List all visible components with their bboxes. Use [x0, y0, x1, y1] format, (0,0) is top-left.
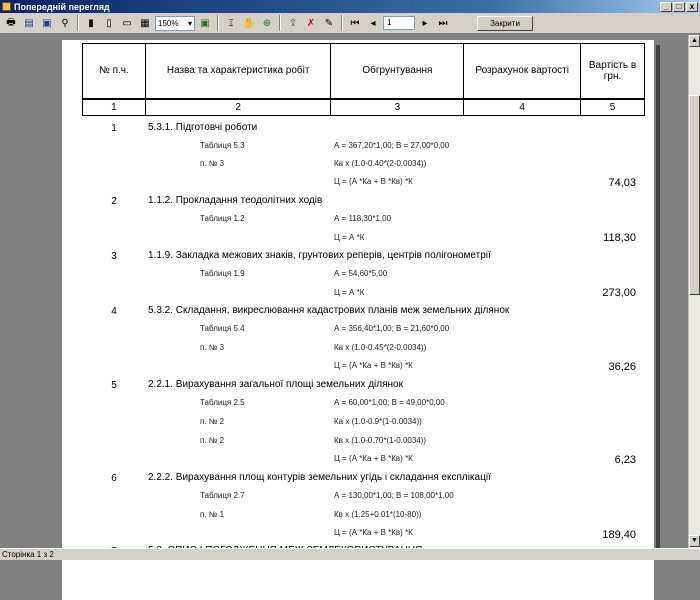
- work-title: 5.3.2. Складання, викреслювання кадастрових планів меж земельних ділянок: [148, 305, 510, 316]
- work-calc: А = 54,60*5,00: [334, 269, 388, 278]
- work-ref: Таблиця 1.9: [200, 269, 245, 278]
- col-header-cost: Вартість в грн.: [581, 44, 645, 99]
- two-pages-icon[interactable]: ▯: [106, 17, 112, 29]
- work-cost: 6,23: [614, 454, 636, 466]
- work-calc: Ка х (1.0-0.40*(2-0.0034)): [334, 159, 427, 168]
- work-calc: Ка х (1.0-0.9*(1-0.0034)): [334, 417, 422, 426]
- work-number: 4: [111, 306, 117, 317]
- page-number-input[interactable]: 1: [383, 16, 415, 30]
- col-number: 1: [83, 99, 146, 116]
- col-header-basis: Обгрунтування: [331, 44, 464, 99]
- page-width-icon[interactable]: ▭: [122, 17, 132, 29]
- work-ref: Таблиця 2.7: [200, 491, 245, 500]
- export-icon[interactable]: ⇪: [288, 17, 298, 29]
- work-cost: 189,40: [602, 529, 636, 541]
- work-calc: Ц = (А *Ка + В *Кв) *К: [334, 361, 413, 370]
- work-number: 5: [111, 380, 117, 391]
- text-tool-icon[interactable]: 𝙸: [227, 17, 235, 29]
- work-calc: Ц = (А *Ка + В *Кв) *К: [334, 454, 413, 463]
- next-page-icon[interactable]: ▸: [422, 17, 428, 29]
- work-cost: 74,03: [608, 177, 636, 189]
- document-page: [62, 40, 654, 600]
- work-calc: Кв х (1.25+0.01*(10-80)): [334, 510, 422, 519]
- work-calc: Ц = А *К: [334, 288, 365, 297]
- window-controls: [660, 2, 698, 12]
- work-number: 1: [111, 123, 117, 134]
- toolbar: [0, 13, 700, 34]
- col-number: 3: [331, 99, 464, 116]
- work-ref: п. № 1: [200, 510, 225, 519]
- prev-page-icon[interactable]: ◂: [370, 17, 376, 29]
- zoom-icon[interactable]: ⊕: [262, 17, 272, 29]
- work-title: 5.3.1. Підготовчі роботи: [148, 122, 258, 133]
- status-bar: Сторінка 1 з 2: [0, 548, 700, 560]
- col-header-calculation: Розрахунок вартості: [464, 44, 581, 99]
- col-header-title: Назва та характеристика робіт: [145, 44, 331, 99]
- scroll-thumb[interactable]: [689, 95, 700, 295]
- work-calc: А = 356,40*1,00; В = 21,60*0,00: [334, 324, 450, 333]
- scroll-down-icon[interactable]: ▼: [689, 535, 700, 547]
- col-number: 5: [581, 99, 645, 116]
- minimize-button[interactable]: _: [660, 2, 672, 12]
- work-ref: Таблиця 5.3: [200, 141, 245, 150]
- work-title: 1.1.2. Прокладання теодолітних ходів: [148, 195, 323, 206]
- find-icon[interactable]: ⚲: [61, 17, 69, 29]
- work-cost: 36,26: [608, 361, 636, 373]
- work-cost: 118,30: [603, 232, 636, 244]
- maximize-button[interactable]: □: [673, 2, 685, 12]
- print-icon[interactable]: 🖶: [6, 16, 16, 28]
- work-number: 6: [111, 473, 117, 484]
- zoom-value: 150%: [158, 18, 179, 28]
- close-window-button[interactable]: x: [686, 2, 698, 12]
- work-ref: Таблиця 2.5: [200, 398, 245, 407]
- separator: [217, 15, 219, 31]
- chevron-down-icon: ▾: [187, 18, 192, 28]
- work-title: 2.2.2. Вирахування площ контурів земельних угідь і складання експлікації: [148, 472, 491, 483]
- work-calc: Ц = (А *Ка + В *Кв) *К: [334, 177, 413, 186]
- delete-page-icon[interactable]: ✗: [306, 17, 316, 29]
- col-number: 2: [145, 99, 331, 116]
- page-setup-icon[interactable]: ▣: [200, 17, 210, 29]
- zoom-select[interactable]: [155, 16, 195, 31]
- first-page-icon[interactable]: ⏮: [350, 17, 360, 29]
- work-number: 3: [111, 251, 117, 262]
- work-calc: А = 60,00*1,00; В = 49,00*0,00: [334, 398, 445, 407]
- work-ref: Таблиця 5.4: [200, 324, 245, 333]
- save-icon[interactable]: ▣: [42, 17, 52, 29]
- work-calc: А = 118,30*1,00: [334, 214, 392, 223]
- separator: [77, 15, 79, 31]
- work-title: 1.1.9. Закладка межових знаків, грунтових реперів, центрів полігонометрії: [148, 250, 491, 261]
- work-ref: п. № 3: [200, 159, 225, 168]
- title-bar: [0, 0, 700, 13]
- preview-viewport: [0, 35, 688, 548]
- col-number: 4: [464, 99, 581, 116]
- scroll-up-icon[interactable]: ▲: [689, 35, 700, 47]
- work-title: 2.2.1. Вирахування загальної площі земельних ділянок: [148, 379, 403, 390]
- work-ref: Таблиця 1.2: [200, 214, 245, 223]
- last-page-icon[interactable]: ⏭: [438, 17, 448, 29]
- work-calc: А = 367,20*1,00; В = 27,00*0,00: [334, 141, 450, 150]
- open-icon[interactable]: ▤: [24, 17, 34, 29]
- work-calc: А = 130,00*1,00; В = 108,00*1,00: [334, 491, 454, 500]
- separator: [279, 15, 281, 31]
- hand-tool-icon[interactable]: ✋: [242, 17, 256, 29]
- app-icon: [2, 2, 11, 11]
- work-cost: 273,00: [602, 287, 636, 299]
- work-calc: Ка х (1.0-0.45*(2-0.0034)): [334, 343, 427, 352]
- work-ref: п. № 2: [200, 436, 225, 445]
- work-number: 2: [111, 196, 117, 207]
- one-page-icon[interactable]: ▮: [88, 17, 94, 29]
- multi-page-icon[interactable]: ▦: [140, 17, 150, 29]
- vertical-scrollbar[interactable]: [688, 35, 700, 548]
- close-preview-button[interactable]: Закрити: [477, 16, 533, 31]
- edit-page-icon[interactable]: ✎: [324, 17, 334, 29]
- work-calc: Кв х (1.0-0.70*(1-0.0034)): [334, 436, 427, 445]
- window-title: Попередній перегляд: [14, 1, 110, 12]
- estimate-table-header: [82, 43, 645, 116]
- work-calc: Ц = (А *Ка + В *Кв) *К: [334, 528, 413, 537]
- page-shadow: [656, 45, 660, 555]
- col-header-number: № п.ч.: [83, 44, 146, 99]
- work-ref: п. № 2: [200, 417, 225, 426]
- separator: [341, 15, 343, 31]
- work-calc: Ц = А *К: [334, 233, 365, 242]
- work-ref: п. № 3: [200, 343, 225, 352]
